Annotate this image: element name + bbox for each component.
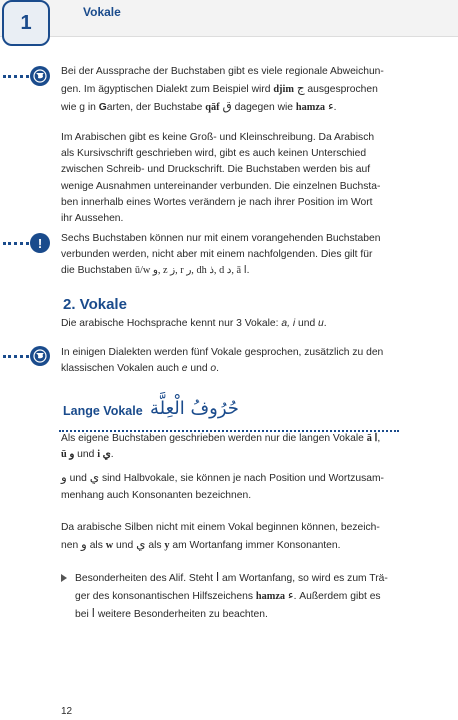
- transliteration: hamza: [295, 102, 326, 114]
- paragraph-vowels: [61, 316, 406, 332]
- arabic-letter: ا: [91, 606, 95, 621]
- italic-span: o: [210, 363, 217, 375]
- arabic-letter: ج: [296, 81, 305, 96]
- globe-icon: [30, 66, 50, 86]
- text-line: [61, 536, 406, 554]
- header-band: [0, 0, 458, 37]
- dotted-leader: [3, 355, 29, 361]
- dotted-leader: [3, 242, 29, 248]
- text-line: Da arabische Silben nicht mit einem Vokal beginnen können, bezeich-: [61, 522, 380, 533]
- bold-letter: y: [164, 540, 170, 552]
- text-span: .: [333, 102, 337, 114]
- chapter-badge: [2, 0, 50, 46]
- text-line: menhang auch Konsonanten bezeichnen.: [61, 489, 252, 501]
- text-span: dagegen wie: [231, 102, 296, 114]
- text-line: ben innerhalb eines Wortes verändern je nach ihrer Position im Wort: [61, 196, 373, 208]
- paragraph-script: [61, 130, 406, 227]
- text-line: [61, 80, 406, 98]
- text-line: verbunden werden, nicht aber mit einem nachfolgenden. Dies gilt für: [61, 249, 373, 261]
- text-span: und: [113, 540, 137, 552]
- text-span: und: [295, 318, 319, 329]
- text-line: [61, 316, 406, 332]
- paragraph-six-letters: [61, 231, 406, 280]
- text-span: die Buchstaben: [61, 265, 135, 277]
- text-line: ihr Aussehen.: [61, 213, 124, 225]
- paragraph-dialect-vowels: [61, 345, 406, 377]
- text-line: [61, 263, 406, 279]
- text-line: [61, 98, 406, 116]
- text-span: Als eigene Buchstaben geschrieben werden nur die langen Vokale: [61, 433, 367, 444]
- text-span: weitere Besonderheiten zu beachten.: [94, 609, 268, 621]
- text-span: ger des konsonantischen Hilfszeichens: [75, 591, 256, 603]
- italic-span: u: [318, 318, 324, 329]
- page-number: 12: [61, 706, 73, 717]
- text-line: [61, 569, 406, 587]
- text-span: gen. Im ägyptischen Dialekt zum Beispiel wird: [61, 84, 274, 96]
- arabic-letter: ا: [215, 570, 220, 584]
- bullet-triangle-icon: [61, 574, 67, 582]
- text-span: .: [216, 363, 220, 375]
- vowel-letter: ā ا: [366, 433, 378, 444]
- globe-icon: [30, 346, 50, 366]
- text-span: ausgesprochen: [304, 84, 378, 96]
- text-span: sind Halbvokale, sie können je nach Position und Wortzusam-: [99, 473, 384, 485]
- text-span: als: [86, 540, 106, 552]
- exclamation-icon: !: [30, 233, 50, 253]
- text-span: und: [74, 449, 98, 461]
- text-span: .: [323, 318, 327, 329]
- text-line: [61, 431, 406, 447]
- text-line: [61, 469, 406, 487]
- bullet-alif: [61, 569, 406, 624]
- long-vowels-arabic-title: حُرُوفُ الْعِلَّة: [150, 398, 239, 419]
- arabic-letter: و: [61, 470, 67, 485]
- arabic-letter: ء: [327, 99, 334, 114]
- text-span: und: [66, 473, 90, 485]
- chapter-title: Vokale: [83, 5, 121, 19]
- transliteration: djim: [273, 84, 294, 96]
- italic-span: e: [181, 363, 188, 375]
- paragraph-long-vowels: [61, 431, 406, 504]
- text-line: In einigen Dialekten werden fünf Vokale gesprochen, zusätzlich zu den: [61, 347, 384, 358]
- text-line: [61, 605, 406, 623]
- vowel-letter: ū و: [61, 449, 75, 461]
- text-span: ,: [377, 433, 381, 444]
- long-vowels-title: Lange Vokale: [63, 404, 143, 418]
- chapter-number: 1: [20, 11, 32, 34]
- arabic-letter: ق: [222, 99, 232, 114]
- text-span: .: [246, 265, 250, 277]
- text-line: [61, 587, 406, 605]
- arabic-letter: ء: [287, 588, 294, 603]
- text-span: nen: [61, 540, 82, 552]
- text-span: . Außerdem gibt es: [293, 591, 381, 603]
- text-span: klassischen Vokalen auch: [61, 363, 182, 375]
- text-span: bei: [75, 609, 92, 621]
- text-span: und: [187, 363, 211, 375]
- text-span: .: [110, 449, 114, 461]
- section-title: 2. Vokale: [63, 296, 127, 313]
- italic-span: a, i: [281, 318, 296, 329]
- text-span: Die arabische Hochsprache kennt nur 3 Vokale:: [61, 318, 282, 329]
- text-line: als Kursivschrift geschrieben wird, gibt es auch keinen Unterschied: [61, 148, 367, 160]
- text-line: Sechs Buchstaben können nur mit einem vorangehenden Buchstaben: [61, 233, 381, 244]
- dotted-leader: [3, 75, 29, 81]
- arabic-letter: و: [81, 537, 87, 552]
- paragraph-dialects: [61, 64, 406, 117]
- text-span: wie g in: [61, 102, 99, 114]
- text-span: am Wortanfang immer Konsonanten.: [169, 540, 341, 552]
- vowel-letter: i ي: [97, 449, 111, 461]
- text-line: Bei der Aussprache der Buchstaben gibt es viele regionale Abweichun-: [61, 66, 384, 77]
- arabic-letter: ي: [136, 537, 146, 552]
- letter-list: ū/w و, z ز, r ر, dh ذ, d د, ā ا: [134, 265, 247, 277]
- text-span: am Wortanfang, so wird es zum Trä-: [219, 573, 388, 584]
- text-line: zwischen Schreib- und Druckschrift. Die Buchstaben werden bis auf: [61, 164, 371, 176]
- transliteration: qāf: [205, 102, 220, 114]
- paragraph-syllables: [61, 520, 406, 554]
- bold-letter: w: [105, 540, 114, 552]
- text-span: arten, der Buchstabe: [106, 102, 206, 114]
- text-line: [61, 361, 406, 377]
- text-span: Besonderheiten des Alif. Steht: [75, 573, 216, 584]
- text-line: [61, 447, 406, 463]
- arabic-letter: ي: [89, 470, 100, 485]
- text-line: wenige Ausnahmen untereinander verbunden. Die einzelnen Buchsta-: [61, 180, 381, 192]
- text-span: als: [145, 540, 165, 552]
- text-line: Im Arabischen gibt es keine Groß- und Kleinschreibung. Da Arabisch: [61, 132, 375, 143]
- bold-letter: G: [98, 102, 107, 114]
- transliteration: hamza: [255, 591, 286, 603]
